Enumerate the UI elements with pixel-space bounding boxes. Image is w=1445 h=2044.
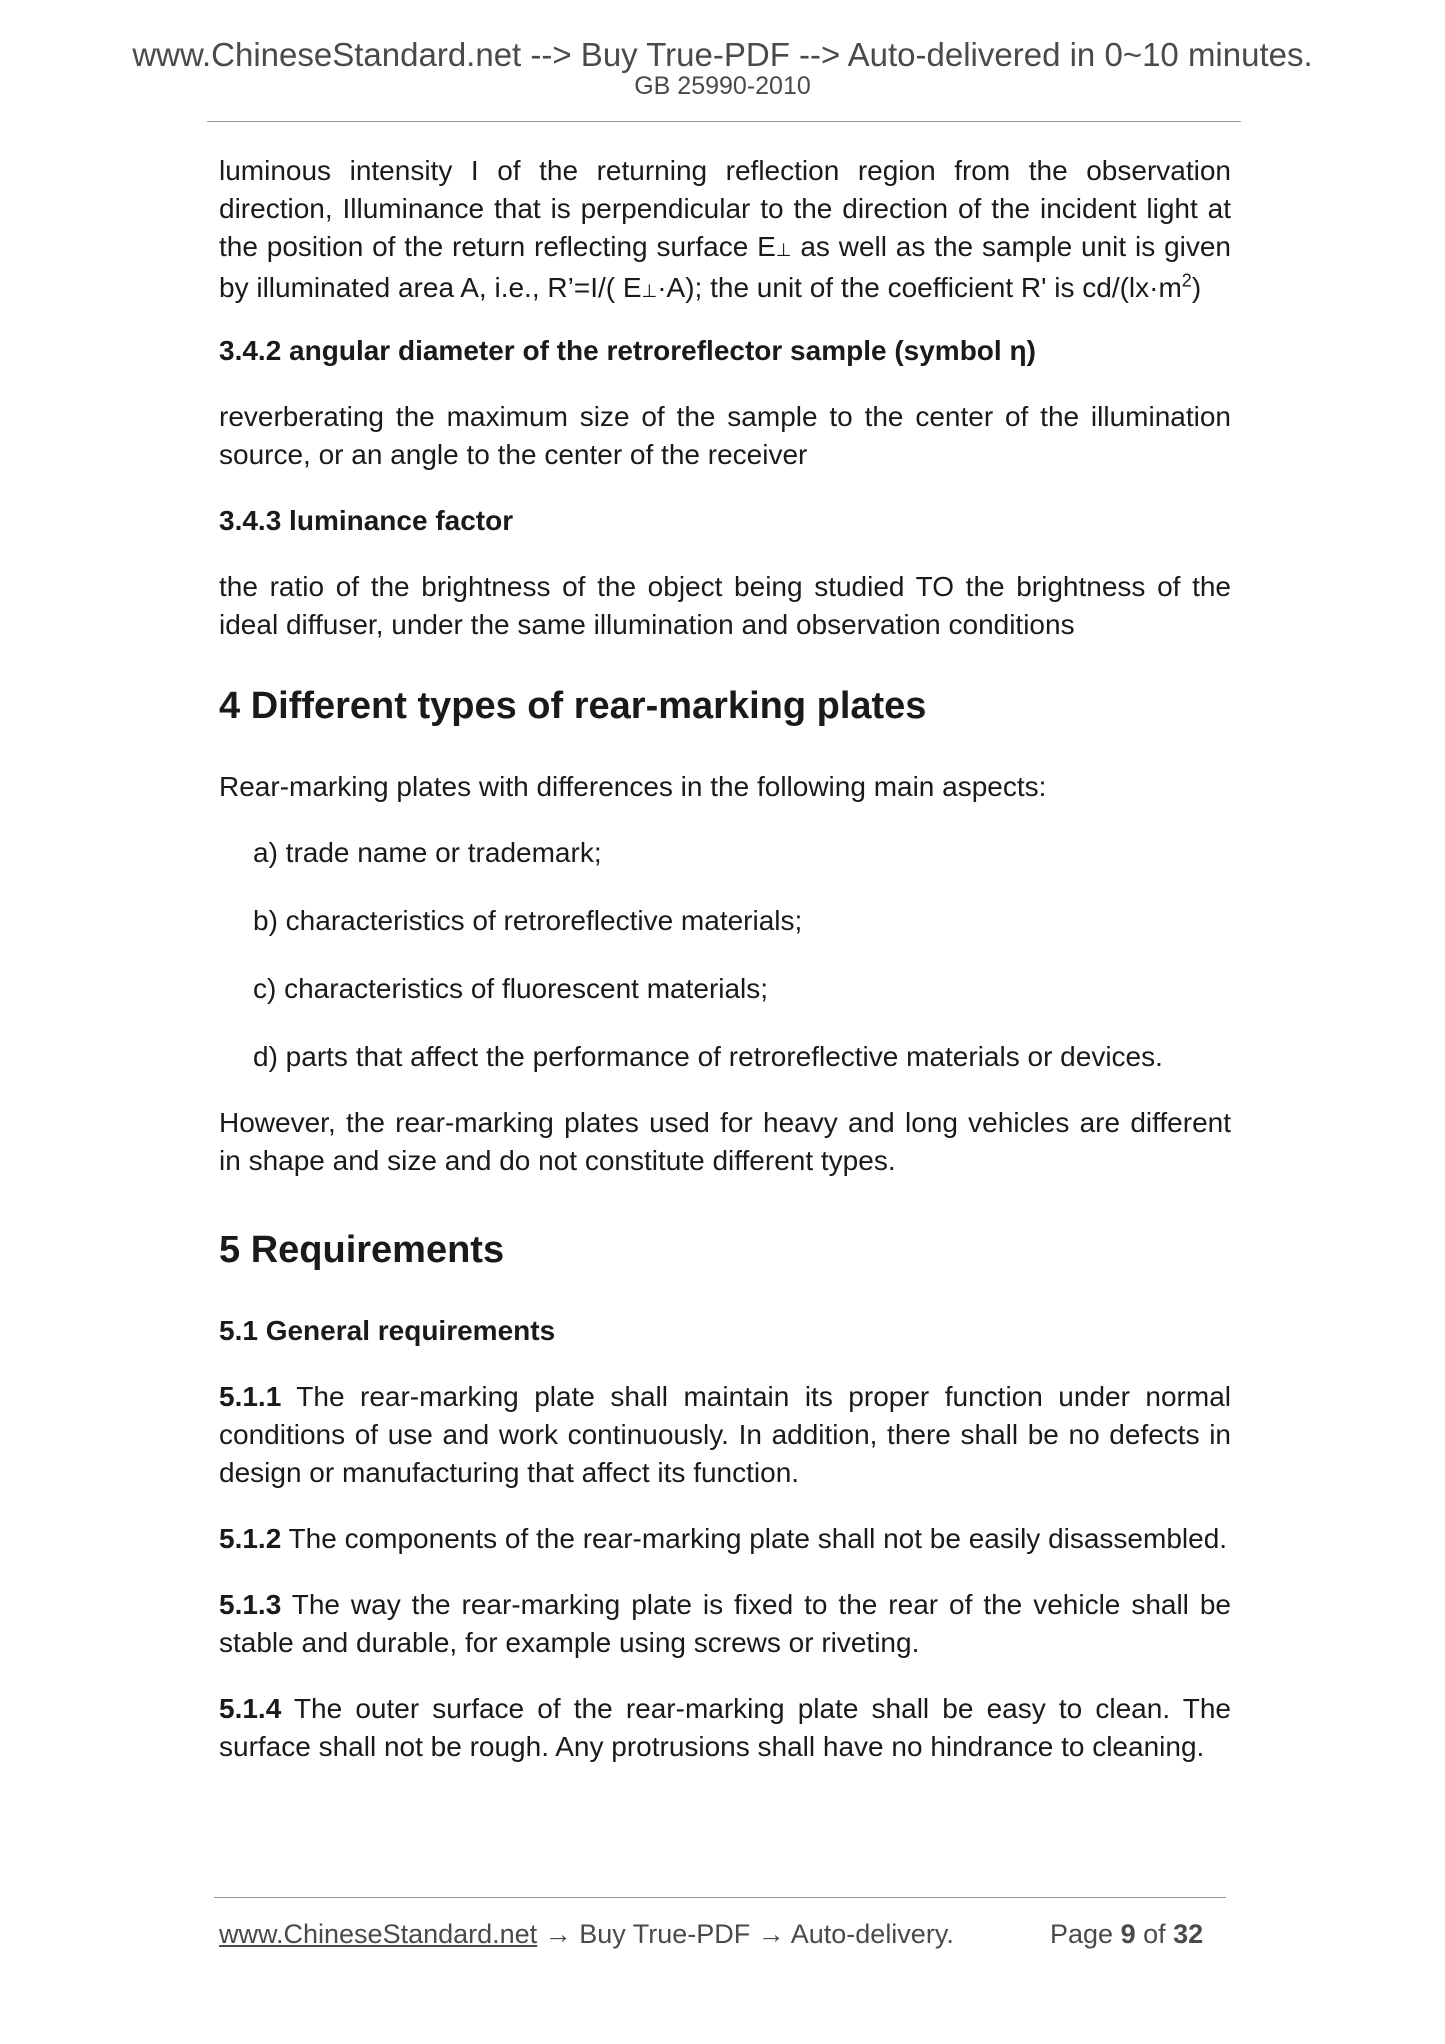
section-4-heading: 4 Different types of rear-marking plates [219,685,927,727]
page-word: Page [1050,1919,1121,1949]
footer-promo-text: → Buy True-PDF → Auto-delivery. [537,1919,954,1949]
clause-number: 5.1.2 [219,1523,282,1554]
header-divider [207,121,1241,122]
section-5-heading: 5 Requirements [219,1229,505,1271]
paragraph-definition-r-prime [219,152,1231,310]
perp-symbol: ⊥ [775,240,792,260]
page-indicator [1050,1921,1203,1948]
p1-part-d: ) [1191,272,1202,303]
clause-5-1-2 [219,1520,1231,1558]
section-3-4-3-title: 3.4.3 luminance factor [219,505,514,536]
section-4-intro: Rear-marking plates with differences in the following main aspects: [219,771,1047,802]
of-word: of [1135,1919,1174,1949]
footer-divider [214,1897,1226,1898]
list-item-b: b) characteristics of retroreflective materials; [253,905,803,936]
section-3-4-2-title: 3.4.2 angular diameter of the retroreflector sample (symbol η) [219,335,1036,366]
superscript-2: 2 [1181,270,1192,291]
list-item-c: c) characteristics of fluorescent materials; [253,973,769,1004]
section-3-4-3-text: the ratio of the brightness of the object being studied TO the brightness of the ideal diffuser, under the same illumination and observation conditions [219,571,1231,640]
clause-number: 5.1.1 [219,1381,282,1412]
p1-part-b: as well as the sample unit is given by illuminated area A, i.e., R’=I/( E [219,231,1232,303]
section-4-note: However, the rear-marking plates used for heavy and long vehicles are different in shape and size and do not constitute different types. [219,1107,1231,1176]
perp-symbol: ⊥ [641,281,658,301]
footer-site-link[interactable]: www.ChineseStandard.net [219,1919,538,1949]
total-pages-number: 32 [1173,1919,1204,1949]
document-body [219,152,1231,1766]
list-item-a: a) trade name or trademark; [253,837,602,868]
clause-5-1-1 [219,1378,1231,1492]
footer-promo [219,1921,954,1948]
clause-text: The rear-marking plate shall maintain its proper function under normal conditions of use and work continuously. In addition, there shall be no defects in design or manufacturing that affect its function. [219,1381,1231,1488]
clause-text: The components of the rear-marking plate shall not be easily disassembled. [281,1523,1228,1554]
top-banner: www.ChineseStandard.net --> Buy True-PDF --> Auto-delivered in 0~10 minutes. [132,36,1313,73]
clause-number: 5.1.4 [219,1693,282,1724]
list-item-d: d) parts that affect the performance of retroreflective materials or devices. [253,1041,1163,1072]
p1-part-c: ·A); the unit of the coefficient R' is cd/(lx·m [657,272,1182,303]
clause-5-1-4 [219,1690,1231,1766]
clause-text: The way the rear-marking plate is fixed to the rear of the vehicle shall be stable and durable, for example using screws or riveting. [219,1589,1231,1658]
standard-code: GB 25990-2010 [634,72,811,100]
clause-number: 5.1.3 [219,1589,282,1620]
p1-part-a: luminous intensity I of the returning reflection region from the observation direction, Illuminance that is perpendicular to the direction of the incident light at the position of the return reflecting surface E [219,155,1231,262]
current-page-number: 9 [1120,1919,1136,1949]
clause-5-1-3 [219,1586,1231,1662]
clause-text: The outer surface of the rear-marking plate shall be easy to clean. The surface shall not be rough. Any protrusions shall have no hindrance to cleaning. [219,1693,1231,1762]
section-5-1-title: 5.1 General requirements [219,1315,556,1346]
section-3-4-2-text: reverberating the maximum size of the sample to the center of the illumination source, or an angle to the center of the receiver [219,401,1231,470]
